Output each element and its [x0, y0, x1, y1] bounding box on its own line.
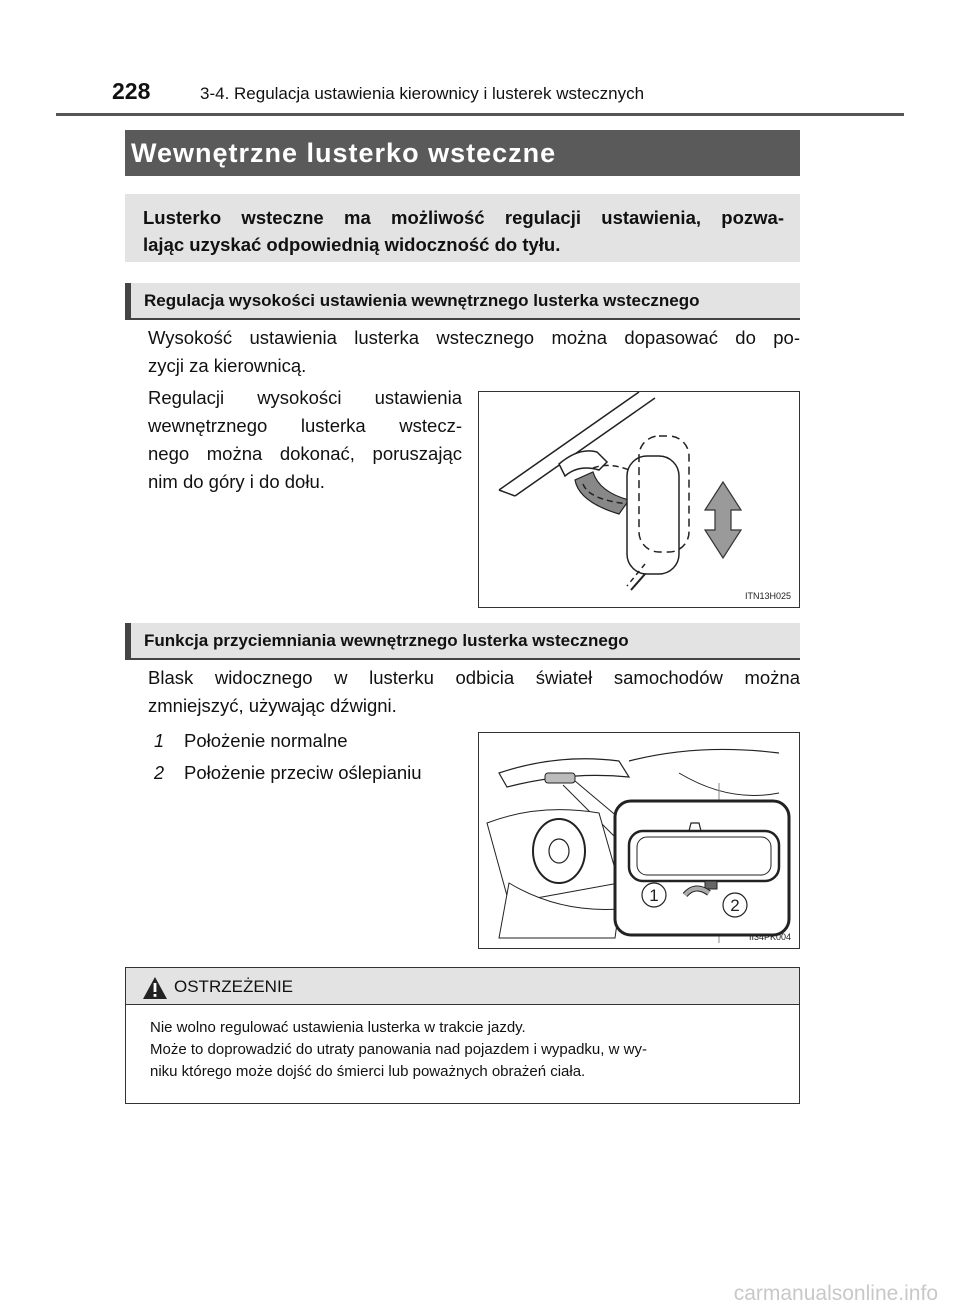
- warning-text: [150, 1017, 790, 1083]
- height-para-1: [148, 324, 800, 380]
- height-para-1-line-2: zycji za kierownicą.: [148, 355, 307, 376]
- page-number: 228: [112, 78, 151, 104]
- running-header: 3-4. Regulacja ustawienia kierownicy i lusterek wstecznych: [200, 84, 645, 103]
- height-para-2-line-3: nego można dokonać, poruszając: [148, 443, 462, 464]
- heading-rule: [125, 318, 800, 320]
- mirror-height-figure: [478, 391, 800, 608]
- intro-line-1: Lusterko wsteczne ma możliwość regulacji ustawienia, pozwa-: [143, 207, 784, 228]
- warning-line-1: Nie wolno regulować ustawienia lusterka w trakcie jazdy.: [150, 1019, 526, 1036]
- dimming-lever-figure: [478, 732, 800, 949]
- list-item: [150, 725, 422, 757]
- item-label: Położenie przeciw oślepianiu: [184, 762, 422, 783]
- dimming-para-line-2: zmniejszyć, używając dźwigni.: [148, 695, 397, 716]
- mirror-height-illustration: [479, 392, 799, 607]
- height-para-2-line-1: Regulacji wysokości ustawienia: [148, 387, 462, 408]
- watermark: carmanualsonline.info: [733, 1282, 938, 1305]
- heading-rule: [125, 658, 800, 660]
- callout-1: 1: [649, 886, 659, 905]
- height-adjustment-heading-text: Regulacja wysokości ustawienia wewnętrznego lusterka wstecznego: [144, 291, 700, 310]
- dimming-heading: [125, 623, 800, 659]
- height-para-2: [148, 384, 462, 496]
- height-para-2-line-2: wewnętrznego lusterka wstecz-: [148, 415, 462, 436]
- figure-code: II34PK004: [748, 932, 791, 942]
- height-para-2-line-4: nim do góry i do dołu.: [148, 471, 325, 492]
- dimming-heading-text: Funkcja przyciemniania wewnętrznego lusterka wstecznego: [144, 631, 629, 650]
- warning-triangle-icon: [142, 976, 168, 1000]
- section-title: Wewnętrzne lusterko wsteczne: [125, 130, 800, 176]
- item-number: 1: [154, 731, 165, 751]
- intro-line-2: lając uzyskać odpowiednią widoczność do tyłu.: [143, 234, 561, 255]
- warning-line-3: niku którego może dojść do śmierci lub poważnych obrażeń ciała.: [150, 1063, 586, 1080]
- up-down-arrow-icon: [705, 482, 741, 558]
- item-label: Położenie normalne: [184, 730, 348, 751]
- height-adjustment-heading: [125, 283, 800, 319]
- figure-code: ITN13H025: [744, 591, 791, 601]
- dimming-para: [148, 664, 800, 720]
- dimming-position-list: [150, 725, 422, 789]
- item-number: 2: [154, 763, 165, 783]
- callout-2: 2: [730, 896, 740, 915]
- cabin-illustration: [479, 733, 799, 948]
- list-item: [150, 757, 422, 789]
- warning-line-2: Może to doprowadzić do utraty panowania nad pojazdem i wypadku, w wy-: [150, 1041, 647, 1058]
- warning-title: OSTRZEŻENIE: [174, 977, 294, 996]
- header-rule: [56, 113, 904, 116]
- dimming-para-line-1: Blask widocznego w lusterku odbicia świateł samochodów można: [148, 667, 800, 688]
- intro-box: [125, 194, 800, 262]
- height-para-1-line-1: Wysokość ustawienia lusterka wstecznego można dopasować do po-: [148, 327, 800, 348]
